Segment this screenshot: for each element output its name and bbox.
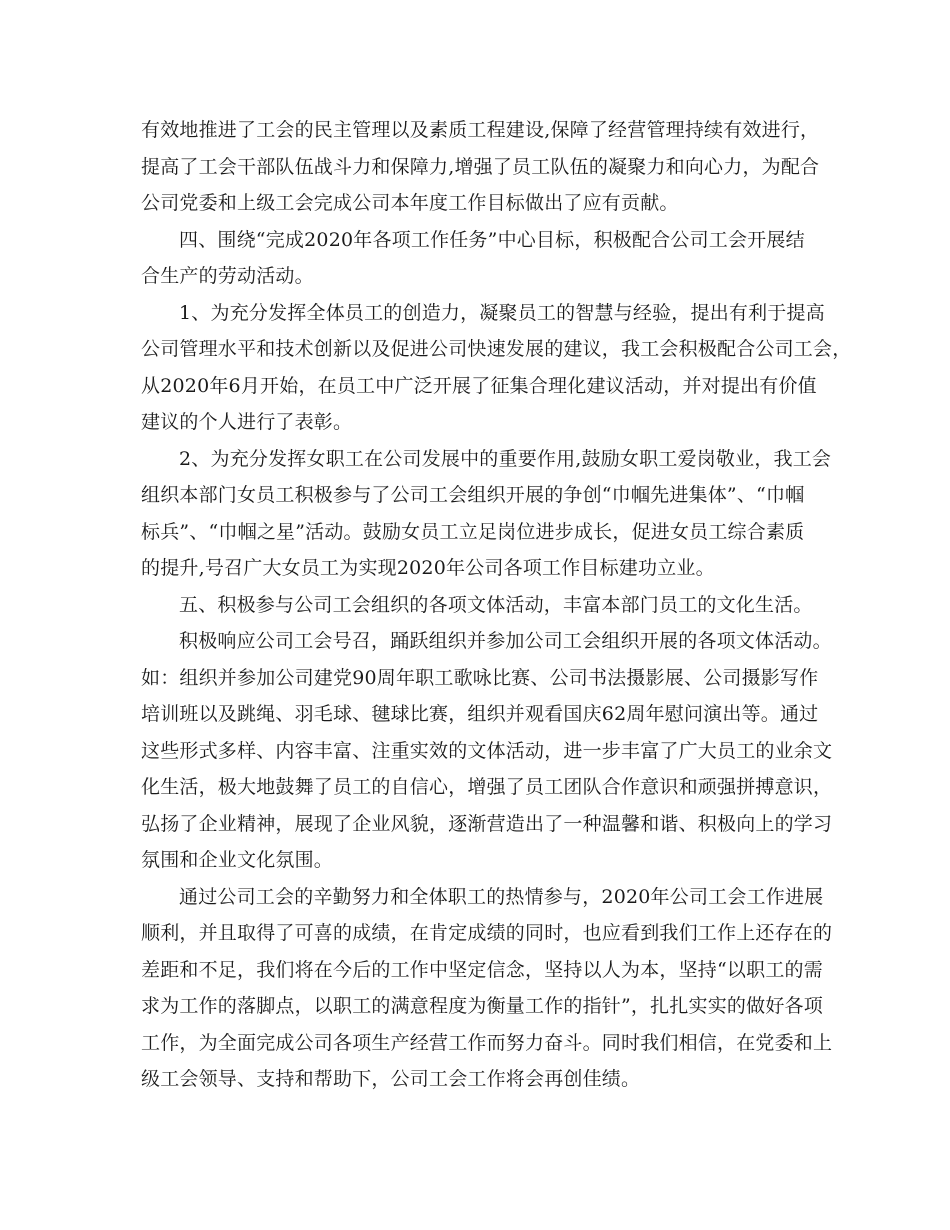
text-line: 弘扬了企业精神，展现了企业风貌，逐渐营造出了一种温馨和谐、积极向上的学习: [141, 812, 833, 835]
text-line: 氛围和企业文化氛围。: [141, 849, 334, 871]
text-line: 求为工作的落脚点，以职工的满意程度为衡量工作的指针”，扎扎实实的做好各项: [141, 995, 823, 1017]
text-line: 公司党委和上级工会完成公司本年度工作目标做出了应有贡献。: [141, 192, 679, 214]
text-line: 培训班以及跳绳、羽毛球、毽球比赛，组织并观看国庆62周年慰问演出等。通过: [141, 703, 819, 725]
document-body: [141, 112, 852, 1098]
text-line: 工作，为全面完成公司各项生产经营工作而努力奋斗。同时我们相信，在党委和上: [141, 1031, 833, 1054]
text-line: 2、为充分发挥女职工在公司发展中的重要作用,鼓励女职工爱岗敬业，我工会: [179, 447, 832, 470]
text-line: 公司管理水平和技术创新以及促进公司快速发展的建议，我工会积极配合公司工会，: [141, 338, 852, 360]
text-line: 如：组织并参加公司建党90周年职工歌咏比赛、公司书法摄影展、公司摄影写作: [141, 666, 819, 689]
text-line: 的提升,号召广大女员工为实现2020年公司各项工作目标建功立业。: [141, 557, 715, 579]
text-line: 从2020年6月开始，在员工中广泛开展了征集合理化建议活动，并对提出有价值: [141, 374, 817, 397]
text-line: 合生产的劳动活动。: [141, 265, 314, 287]
text-line: 这些形式多样、内容丰富、注重实效的文体活动，进一步丰富了广大员工的业余文: [141, 739, 833, 762]
text-line: 五、积极参与公司工会组织的各项文体活动，丰富本部门员工的文化生活。: [179, 593, 813, 616]
text-line: 四、围绕“完成2020年各项工作任务”中心目标，积极配合公司工会开展结: [179, 228, 805, 251]
text-line: 1、为充分发挥全体员工的创造力，凝聚员工的智慧与经验，提出有利于提高: [179, 301, 825, 324]
text-line: 级工会领导、支持和帮助下，公司工会工作将会再创佳绩。: [141, 1068, 641, 1090]
text-line: 提高了工会干部队伍战斗力和保障力,增强了员工队伍的凝聚力和向心力，为配合: [141, 155, 820, 178]
text-line: 组织本部门女员工积极参与了公司工会组织开展的争创“巾帼先进集体”、“巾帼: [141, 484, 805, 506]
text-line: 建议的个人进行了表彰。: [141, 411, 353, 433]
text-line: 标兵”、“巾帼之星”活动。鼓励女员工立足岗位进步成长，促进女员工综合素质: [141, 520, 805, 543]
text-line: 有效地推进了工会的民主管理以及素质工程建设,保障了经营管理持续有效进行，: [141, 119, 820, 141]
text-line: 化生活，极大地鼓舞了员工的自信心，增强了员工团队合作意识和顽强拼搏意识，: [141, 776, 833, 798]
text-line: 通过公司工会的辛勤努力和全体职工的热情参与，2020年公司工会工作进展: [179, 885, 824, 908]
text-line: 差距和不足，我们将在今后的工作中坚定信念，坚持以人为本，坚持“以职工的需: [141, 958, 823, 981]
text-line: 顺利，并且取得了可喜的成绩，在肯定成绩的同时，也应看到我们工作上还存在的: [141, 922, 833, 944]
text-line: 积极响应公司工会号召，踊跃组织并参加公司工会组织开展的各项文体活动。: [179, 630, 832, 652]
